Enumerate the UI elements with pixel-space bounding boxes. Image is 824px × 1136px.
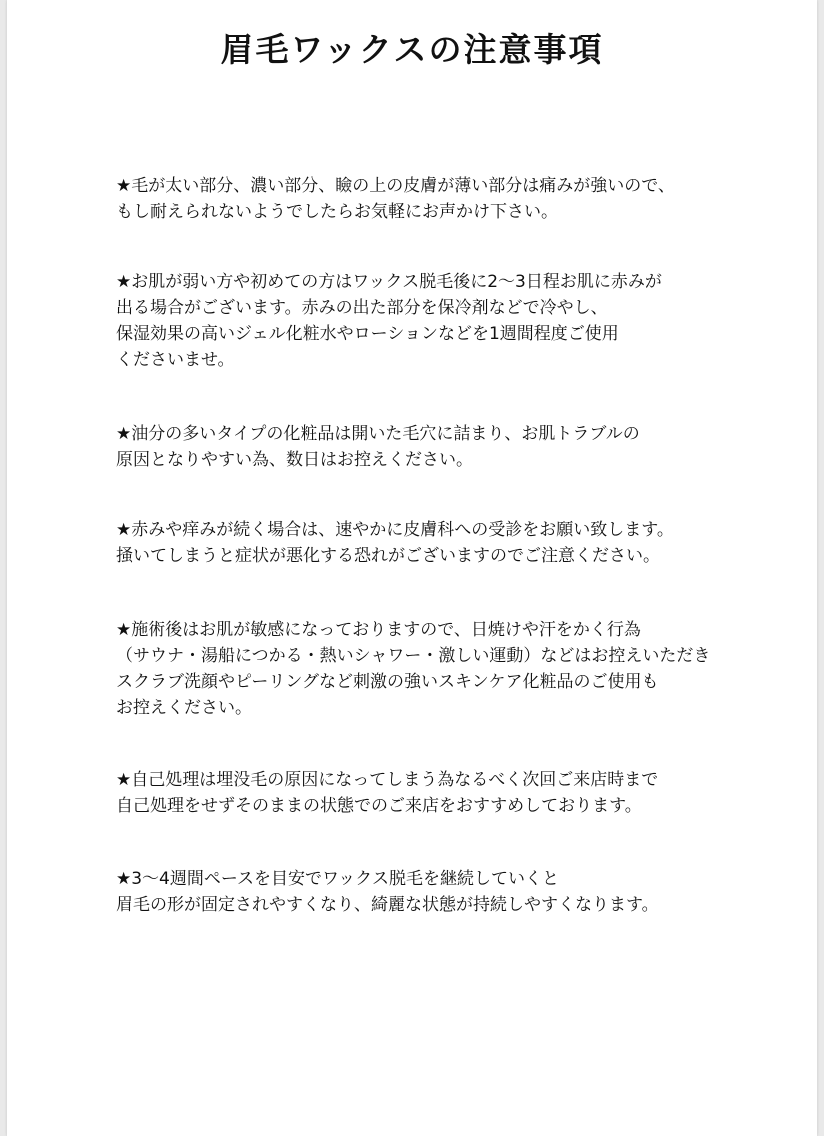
notice-item-pain [116, 173, 756, 225]
notice-item-cosmetics [116, 421, 756, 473]
notice-item-redness [116, 269, 756, 373]
notice-line: （サウナ・湯船につかる・熱いシャワー・激しい運動）などはお控えいただき [116, 646, 711, 666]
notice-item-itching [116, 517, 756, 569]
document-page [7, 0, 817, 1136]
notice-line: 眉毛の形が固定されやすくなり、綺麗な状態が持続しやすくなります。 [116, 895, 659, 915]
notice-line: 自己処理をせずそのままの状態でのご来店をおすすめしております。 [116, 796, 642, 816]
notice-line: ★赤みや痒みが続く場合は、速やかに皮膚科への受診をお願い致します。 [116, 520, 674, 540]
notice-line: 保湿効果の高いジェル化粧水やローションなどを1週間程度ご使用 [116, 324, 619, 344]
notice-item-aftercare [116, 617, 756, 721]
notice-item-self-care [116, 767, 756, 819]
notice-line: 原因となりやすい為、数日はお控えください。 [116, 450, 473, 470]
notice-line: お控えください。 [116, 698, 252, 718]
notice-line: 出る場合がございます。赤みの出た部分を保冷剤などで冷やし、 [116, 298, 608, 318]
notice-line: ★施術後はお肌が敏感になっておりますので、日焼けや汗をかく行為 [116, 620, 641, 640]
notice-item-frequency [116, 866, 756, 918]
notice-line: ★3～4週間ペースを目安でワックス脱毛を継続していくと [116, 869, 560, 889]
notice-line: もし耐えられないようでしたらお気軽にお声かけ下さい。 [116, 202, 558, 222]
notice-line: ★油分の多いタイプの化粧品は開いた毛穴に詰まり、お肌トラブルの [116, 424, 640, 444]
notice-line: スクラブ洗顔やピーリングなど刺激の強いスキンケア化粧品のご使用も [116, 672, 659, 692]
notice-line: ★毛が太い部分、濃い部分、瞼の上の皮膚が薄い部分は痛みが強いので、 [116, 176, 675, 196]
notice-line: ★お肌が弱い方や初めての方はワックス脱毛後に2～3日程お肌に赤みが [116, 272, 662, 292]
page-title: 眉毛ワックスの注意事項 [220, 30, 604, 69]
notice-line: くださいませ。 [116, 350, 235, 370]
notice-line: ★自己処理は埋没毛の原因になってしまう為なるべく次回ご来店時まで [116, 770, 659, 790]
notice-line: 掻いてしまうと症状が悪化する恐れがございますのでご注意ください。 [116, 546, 660, 566]
